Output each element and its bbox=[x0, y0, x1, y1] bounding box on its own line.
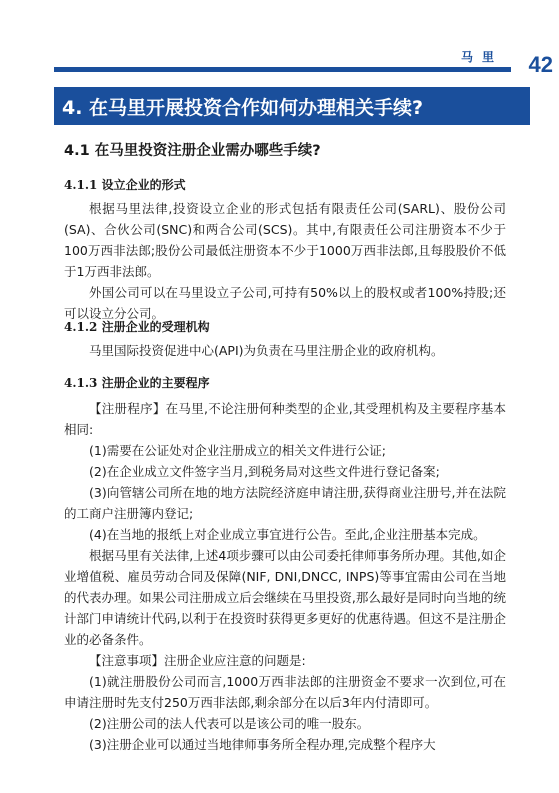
subsection-4-1-1-body bbox=[64, 198, 506, 324]
header-rule bbox=[54, 67, 511, 72]
paragraph: (2)在企业成立文件签字当月,到税务局对这些文件进行登记备案; bbox=[89, 464, 440, 479]
paragraph: (1)需要在公证处对企业注册成立的相关文件进行公证; bbox=[89, 443, 386, 458]
section-4-1-heading: 4.1 在马里投资注册企业需办哪些手续? bbox=[64, 143, 321, 159]
page-number: 42 bbox=[528, 52, 553, 77]
subsection-4-1-2-heading: 4.1.2 注册企业的受理机构 bbox=[64, 320, 210, 334]
paragraph: 马里国际投资促进中心(API)为负责在马里注册企业的政府机构。 bbox=[89, 343, 444, 358]
header-country-label: 马里 bbox=[461, 50, 504, 64]
paragraph: (3)注册企业可以通过当地律师事务所全程办理,完成整个程序大 bbox=[89, 737, 436, 752]
chapter-title-bar bbox=[54, 87, 530, 125]
paragraph: (3)向管辖公司所在地的地方法院经济庭申请注册,获得商业注册号,并在法院的工商户注册簿内登记; bbox=[64, 485, 506, 521]
paragraph: 根据马里有关法律,上述4项步骤可以由公司委托律师事务所办理。其他,如企业增值税、雇员劳动合同及保障(NIF, DNI,DNCC, INPS)等事宜需由公司在当地的代表办理。如果公司注册成立后会继续在马里投资,那么最好是同时向当地的统计部门申请统计代码,以利于在投资时获得更多更好的优惠待遇。但这不是注册企业的必备条件。 bbox=[64, 548, 506, 647]
chapter-title: 4. 在马里开展投资合作如何办理相关手续? bbox=[62, 97, 424, 119]
paragraph: (2)注册公司的法人代表可以是该公司的唯一股东。 bbox=[89, 716, 370, 731]
subsection-4-1-3-heading: 4.1.3 注册企业的主要程序 bbox=[64, 376, 210, 390]
subsection-4-1-2-body bbox=[64, 340, 506, 361]
subsection-4-1-3-body bbox=[64, 398, 506, 755]
paragraph: 【注意事项】注册企业应注意的问题是: bbox=[89, 653, 306, 668]
paragraph: (4)在当地的报纸上对企业成立事宜进行公告。至此,企业注册基本完成。 bbox=[89, 527, 486, 542]
subsection-4-1-1-heading: 4.1.1 设立企业的形式 bbox=[64, 178, 186, 192]
paragraph: (1)就注册股份公司而言,1000万西非法郎的注册资金不要求一次到位,可在申请注册时先支付250万西非法郎,剩余部分在以后3年内付清即可。 bbox=[64, 674, 506, 710]
paragraph: 根据马里法律,投资设立企业的形式包括有限责任公司(SARL)、股份公司(SA)、合伙公司(SNC)和两合公司(SCS)。其中,有限责任公司注册资本不少于100万西非法郎;股份公司最低注册资本不少于1000万西非法郎,且每股股价不低于1万西非法郎。 bbox=[64, 201, 506, 279]
paragraph: 外国公司可以在马里设立子公司,可持有50%以上的股权或者100%持股;还可以设立分公司。 bbox=[64, 285, 506, 321]
paragraph: 【注册程序】在马里,不论注册何种类型的企业,其受理机构及主要程序基本相同: bbox=[64, 401, 506, 437]
